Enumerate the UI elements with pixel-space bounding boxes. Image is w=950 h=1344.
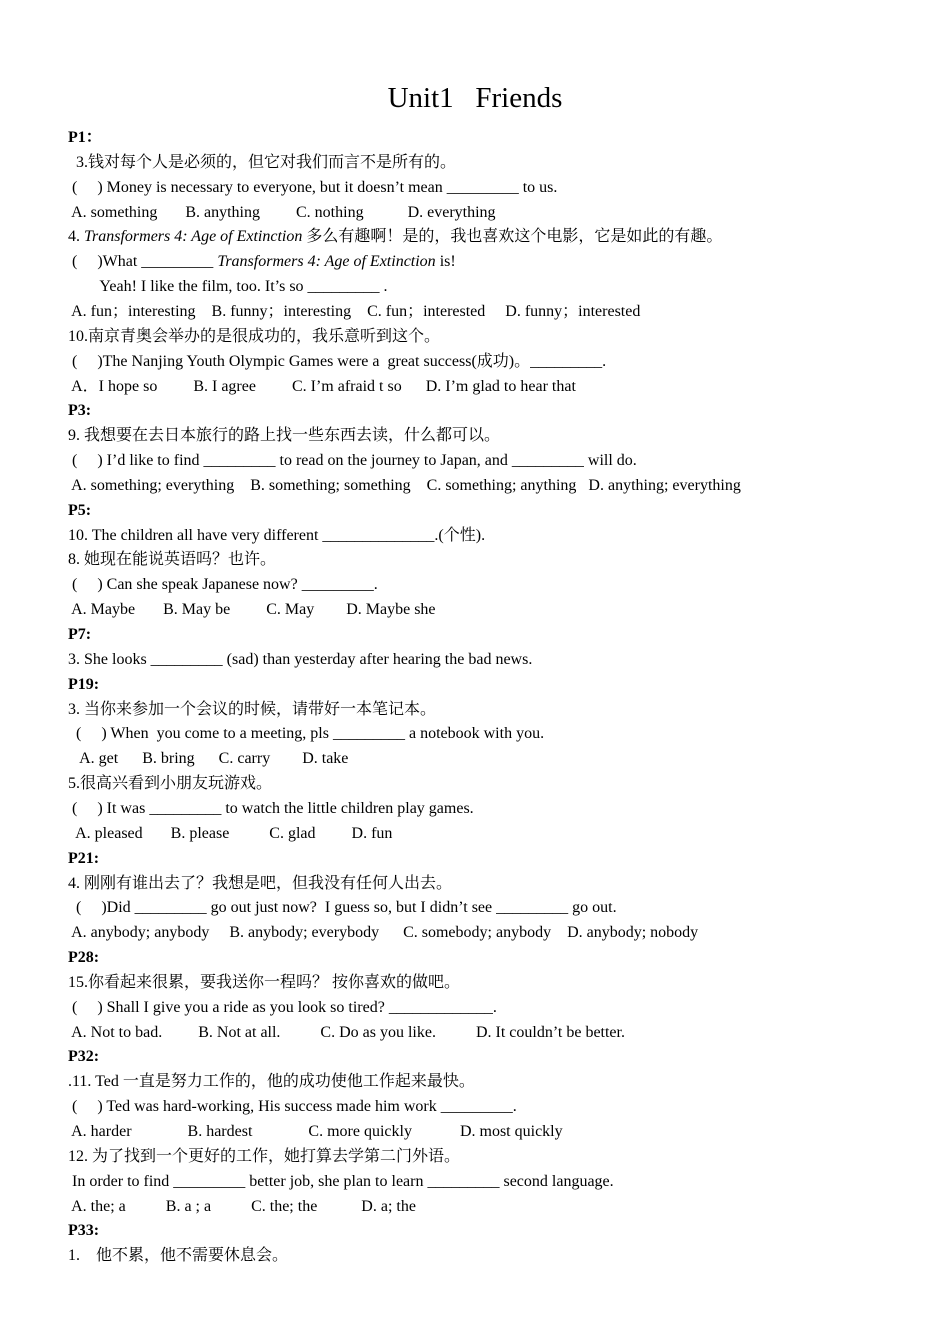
text-line (68, 749, 348, 769)
line-text: Yeah! I like the film, too. It’s so _________ . (68, 278, 388, 296)
text-line (68, 575, 378, 595)
line-text: .11. Ted 一直是努力工作的，他的成功使他工作起来最快。 (68, 1073, 475, 1091)
text-line (68, 352, 606, 372)
line-text: A. Maybe B. May be C. May D. Maybe she (68, 601, 436, 619)
line-text: A．I hope so B. I agree C. I’m afraid t so D. I’m glad to hear that (68, 377, 576, 395)
line-text: 12. 为了找到一个更好的工作，她打算去学第二门外语。 (68, 1147, 461, 1165)
text-line (68, 1097, 517, 1117)
section-heading (68, 128, 102, 148)
text-line (68, 476, 741, 496)
text-line (68, 874, 452, 894)
text-line (68, 550, 276, 570)
line-text: A. get B. bring C. carry D. take (68, 750, 349, 768)
line-text: 4. 刚刚有谁出去了？我想是吧，但我没有任何人出去。 (68, 874, 453, 892)
line-text: A. pleased B. please C. glad D. fun (68, 824, 393, 842)
line-text: 9. 我想要在去日本旅行的路上找一些东西去读，什么都可以。 (68, 427, 501, 445)
text-line (68, 451, 637, 471)
text-line (68, 203, 496, 223)
line-text: 3. 当你来参加一个会议的时候，请带好一本笔记本。 (68, 700, 437, 718)
line-text: A. fun；interesting B. funny；interesting C. fun；interested D. funny；interested (68, 302, 641, 320)
line-text: A. something B. anything C. nothing D. everything (68, 203, 496, 221)
line-text-rest: 多么有趣啊！是的，我也喜欢这个电影，它是如此的有趣。 (302, 228, 723, 246)
text-line (68, 1072, 475, 1092)
text-line (68, 799, 474, 819)
line-text: A. harder B. hardest C. more quickly D. most quickly (68, 1123, 563, 1140)
film-title: Transformers 4: Age of Extinction (84, 228, 303, 246)
section-heading (68, 1047, 99, 1067)
line-text: ( ) I’d like to find _________ to read on the journey to Japan, and _________ will do. (68, 452, 637, 470)
text-line (68, 178, 557, 198)
text-line (68, 377, 576, 397)
line-text: ( ) When you come to a meeting, pls _________ a notebook with you. (68, 725, 545, 743)
line-text: 3. She looks _________ (sad) than yesterday after hearing the bad news. (68, 650, 533, 668)
line-text: In order to find _________ better job, she plan to learn _________ second language. (68, 1172, 614, 1190)
text-line (68, 1122, 563, 1142)
film-title: Transformers 4: Age of Extinction (217, 253, 436, 271)
section-heading (68, 501, 91, 521)
text-line (68, 998, 497, 1018)
section-heading (68, 675, 99, 695)
text-line (68, 426, 500, 446)
line-text: P7: (68, 626, 92, 643)
text-line (68, 1197, 416, 1217)
line-text-rest: is! (435, 253, 456, 271)
line-text: P3: (68, 402, 92, 420)
line-text: ( ) Ted was hard-working, His success made him work _________. (68, 1098, 517, 1116)
line-text: A. the; a B. a ; a C. the; the D. a; the (68, 1197, 416, 1215)
section-heading (68, 625, 91, 645)
text-line (68, 252, 456, 272)
text-line (68, 923, 698, 943)
section-heading (68, 1221, 99, 1241)
text-line (68, 327, 440, 347)
line-text: ( )Did _________ go out just now? I guess so, but I didn’t see _________ go out. (68, 899, 617, 917)
text-line (68, 277, 388, 297)
text-line (68, 600, 436, 620)
line-text: A. something; everything B. something; something C. something; anything D. anything; everything (68, 476, 741, 494)
line-text: P1： (68, 129, 102, 146)
section-heading (68, 948, 99, 968)
line-text: ( ) It was _________ to watch the little children play games. (68, 799, 474, 817)
text-line (68, 700, 436, 720)
line-text: ( ) Can she speak Japanese now? _________. (68, 576, 378, 594)
text-line (68, 1172, 614, 1192)
line-text: P32: (68, 1048, 100, 1066)
text-line (68, 153, 456, 173)
text-line (68, 774, 272, 794)
line-text: ( ) Money is necessary to everyone, but it doesn’t mean _________ to us. (68, 178, 558, 196)
text-line (68, 526, 485, 546)
line-text: 10. The children all have very different ______________.(个性). (68, 526, 486, 544)
line-text: P21: (68, 849, 100, 867)
text-line (68, 724, 544, 744)
line-text: ( ) Shall I give you a ride as you look so tired? _____________. (68, 998, 497, 1016)
line-text: A. anybody; anybody B. anybody; everybody C. somebody; anybody D. anybody; nobody (68, 924, 699, 942)
line-text: 5.很高兴看到小朋友玩游戏。 (68, 775, 273, 793)
text-line (68, 1023, 625, 1043)
line-text: ( )What _________ (68, 253, 218, 271)
line-text: P19: (68, 675, 100, 693)
line-text: 15.你看起来很累，要我送你一程吗？ 按你喜欢的做吧。 (68, 973, 461, 991)
line-text: ( )The Nanjing Youth Olympic Games were a great success(成功)。_________. (68, 352, 607, 370)
text-line (68, 1147, 460, 1167)
section-heading (68, 849, 99, 869)
line-text: 1. 他不累，他不需要休息会。 (68, 1247, 289, 1265)
section-heading (68, 401, 91, 421)
line-text: 8. 她现在能说英语吗？也许。 (68, 551, 277, 569)
text-line (68, 824, 392, 844)
text-line (68, 650, 532, 670)
text-line (68, 898, 617, 918)
page-title: Unit1 Friends (387, 82, 563, 114)
line-text: A. Not to bad. B. Not at all. C. Do as you like. D. It couldn’t be better. (68, 1023, 625, 1041)
line-text: 10.南京青奥会举办的是很成功的，我乐意听到这个。 (68, 327, 441, 345)
line-text: 3.钱对每个人是必须的，但它对我们而言不是所有的。 (68, 153, 457, 171)
line-text: P33: (68, 1222, 100, 1240)
text-line (68, 227, 722, 247)
line-text: P5: (68, 501, 92, 519)
line-text: 4. (68, 228, 84, 246)
text-line (68, 302, 640, 322)
line-text: P28: (68, 949, 100, 967)
text-line (68, 1246, 288, 1266)
text-line (68, 973, 460, 993)
